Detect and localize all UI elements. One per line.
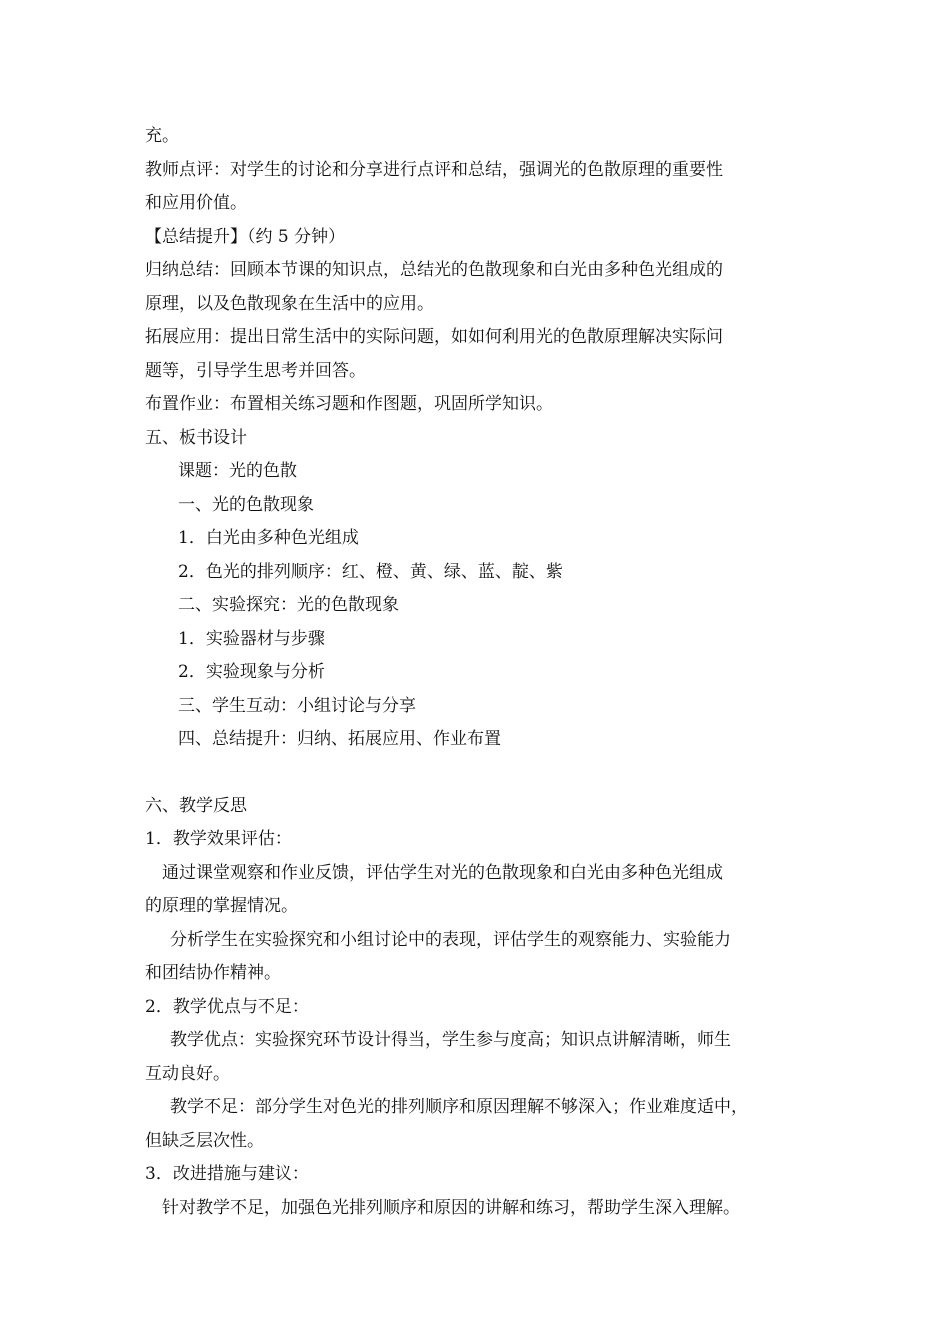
subsection-title: 1．教学效果评估： [145,829,292,849]
text-line: 和应用价值。 [145,193,247,213]
text-line: 拓展应用：提出日常生活中的实际问题，如如何利用光的色散原理解决实际问 [145,327,723,347]
board-line: 课题：光的色散 [178,461,297,481]
text-line: 通过课堂观察和作业反馈，评估学生对光的色散现象和白光由多种色光组成 [162,862,723,883]
board-line: 1．实验器材与步骤 [178,628,325,649]
section-heading: 五、板书设计 [145,427,247,448]
board-line: 四、总结提升：归纳、拓展应用、作业布置 [178,729,501,749]
blank-line [145,757,825,790]
board-line: 2．色光的排列顺序：红、橙、黄、绿、蓝、靛、紫 [178,561,563,582]
reflection-section [145,790,825,1226]
board-line: 1．白光由多种色光组成 [178,528,359,548]
section-heading: 【总结提升】（约 5 分钟） [145,226,346,247]
board-design [145,455,825,757]
text-line: 针对教学不足，加强色光排列顺序和原因的讲解和练习，帮助学生深入理解。 [162,1197,740,1218]
text-line: 题等，引导学生思考并回答。 [145,360,366,381]
text-line: 教学不足：部分学生对色光的排列顺序和原因理解不够深入；作业难度适中， [170,1097,748,1117]
text-line: 的原理的掌握情况。 [145,896,298,916]
document-page [145,120,825,1225]
board-line: 三、学生互动：小组讨论与分享 [178,695,416,716]
text-line: 分析学生在实验探究和小组讨论中的表现，评估学生的观察能力、实验能力 [170,929,731,950]
text-line: 归纳总结：回顾本节课的知识点，总结光的色散现象和白光由多种色光组成的 [145,260,723,280]
text-line: 教学优点：实验探究环节设计得当，学生参与度高；知识点讲解清晰，师生 [170,1030,731,1050]
text-line: 互动良好。 [145,1063,230,1084]
subsection-title: 3．改进措施与建议： [145,1164,309,1184]
text-line: 和团结协作精神。 [145,963,281,983]
text-line: 布置作业：布置相关练习题和作图题，巩固所学知识。 [145,394,553,414]
board-line: 一、光的色散现象 [178,494,314,515]
board-line: 2．实验现象与分析 [178,662,325,682]
text-line: 充。 [145,126,179,146]
text-line: 但缺乏层次性。 [145,1130,264,1151]
text-line: 教师点评：对学生的讨论和分享进行点评和总结，强调光的色散原理的重要性 [145,159,723,180]
section-heading: 六、教学反思 [145,795,247,816]
subsection-title: 2．教学优点与不足： [145,996,309,1017]
text-line: 原理，以及色散现象在生活中的应用。 [145,293,434,314]
board-line: 二、实验探究：光的色散现象 [178,595,399,615]
